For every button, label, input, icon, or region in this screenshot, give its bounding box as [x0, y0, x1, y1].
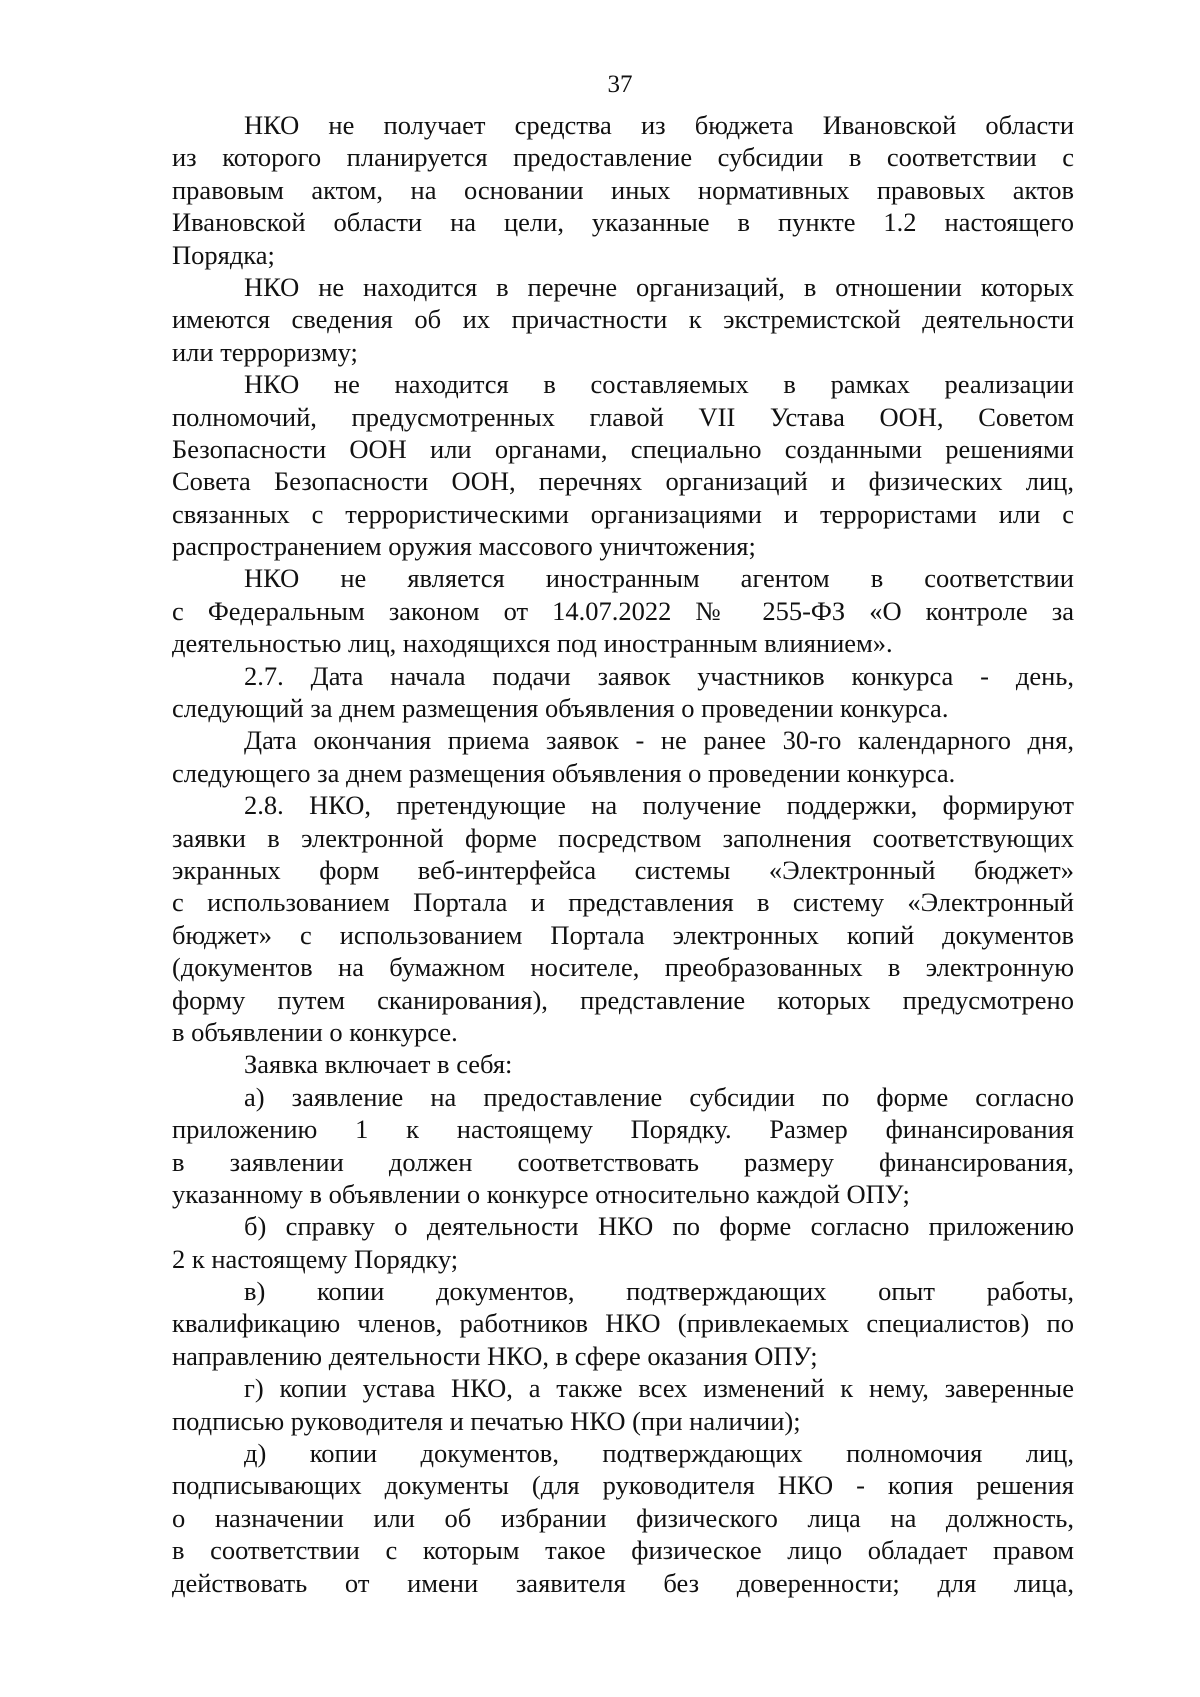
text-line: в заявлении должен соответствовать размеру финансирования, [172, 1146, 1074, 1177]
text-line: в соответствии с которым такое физическое лицо обладает правом [172, 1535, 1074, 1566]
page-number: 37 [607, 71, 633, 98]
text-line: НКО не находится в перечне организаций, в отношении которых [244, 271, 1074, 302]
paragraph [172, 271, 1074, 368]
text-line: г) копии устава НКО, а также всех изменений к нему, заверенные [244, 1373, 1074, 1404]
text-line: Заявка включает в себя: [244, 1049, 513, 1080]
text-line: приложению 1 к настоящему Порядку. Размер финансирования [172, 1114, 1074, 1145]
text-line: экранных форм веб-интерфейса системы «Электронный бюджет» [172, 854, 1074, 885]
text-line: полномочий, предусмотренных главой VII Устава ООН, Советом [172, 401, 1074, 432]
text-line: Дата окончания приема заявок - не ранее 30-го календарного дня, [244, 725, 1074, 756]
text-line: направлению деятельности НКО, в сфере оказания ОПУ; [172, 1340, 818, 1371]
paragraph [172, 1081, 1074, 1211]
paragraph [172, 789, 1074, 1048]
paragraph [172, 660, 1074, 725]
text-line: правовым актом, на основании иных нормативных правовых актов [172, 174, 1074, 205]
text-line: Порядка; [172, 239, 275, 270]
text-line: д) копии документов, подтверждающих полномочия лиц, [244, 1438, 1074, 1469]
text-line: следующий за днем размещения объявления о проведении конкурса. [172, 693, 949, 724]
text-line: действовать от имени заявителя без доверенности; для лица, [172, 1567, 1074, 1598]
text-line: подписью руководителя и печатью НКО (при наличии); [172, 1405, 801, 1436]
text-line: 2 к настоящему Порядку; [172, 1243, 459, 1274]
text-line: или терроризму; [172, 336, 358, 367]
paragraph [172, 1437, 1074, 1599]
text-line: НКО не находится в составляемых в рамках реализации [244, 369, 1074, 400]
text-line: форму путем сканирования), представление которых предусмотрено [172, 984, 1074, 1015]
text-line: имеются сведения об их причастности к экстремистской деятельности [172, 304, 1074, 335]
text-line: б) справку о деятельности НКО по форме согласно приложению [244, 1211, 1074, 1242]
text-line: НКО не является иностранным агентом в соответствии [244, 563, 1074, 594]
text-line: Совета Безопасности ООН, перечнях организаций и физических лиц, [172, 466, 1074, 497]
text-line: с Федеральным законом от 14.07.2022 № 255-ФЗ «О контроле за [172, 595, 1074, 626]
paragraph [172, 724, 1074, 789]
text-line: распространением оружия массового уничтожения; [172, 531, 756, 562]
text-line: бюджет» с использованием Портала электронных копий документов [172, 919, 1074, 950]
text-line: 2.8. НКО, претендующие на получение поддержки, формируют [244, 790, 1074, 821]
paragraph [172, 1210, 1074, 1275]
text-line: Ивановской области на цели, указанные в пункте 1.2 настоящего [172, 207, 1074, 238]
text-line: следующего за днем размещения объявления о проведении конкурса. [172, 757, 956, 788]
text-line: указанному в объявлении о конкурсе относительно каждой ОПУ; [172, 1178, 910, 1209]
text-line: а) заявление на предоставление субсидии по форме согласно [244, 1081, 1074, 1112]
text-line: 2.7. Дата начала подачи заявок участников конкурса - день, [244, 660, 1074, 691]
text-line: в) копии документов, подтверждающих опыт работы, [244, 1276, 1074, 1307]
paragraph [172, 562, 1074, 659]
text-line: НКО не получает средства из бюджета Ивановской области [244, 110, 1074, 140]
paragraph [172, 368, 1074, 562]
text-line: с использованием Портала и представления в систему «Электронный [172, 887, 1074, 918]
text-line: в объявлении о конкурсе. [172, 1016, 458, 1047]
document-body [172, 109, 1074, 1599]
text-line: (документов на бумажном носителе, преобразованных в электронную [172, 952, 1074, 983]
paragraph [172, 1048, 1074, 1080]
text-line: из которого планируется предоставление субсидии в соответствии с [172, 142, 1074, 173]
paragraph [172, 1372, 1074, 1437]
text-line: заявки в электронной форме посредством заполнения соответствующих [172, 822, 1074, 853]
text-line: деятельностью лиц, находящихся под иностранным влиянием». [172, 628, 893, 659]
text-line: о назначении или об избрании физического лица на должность, [172, 1502, 1074, 1533]
paragraph [172, 1275, 1074, 1372]
text-line: квалификацию членов, работников НКО (привлекаемых специалистов) по [172, 1308, 1074, 1339]
text-line: связанных с террористическими организациями и террористами или с [172, 498, 1074, 529]
text-line: подписывающих документы (для руководителя НКО - копия решения [172, 1470, 1074, 1501]
paragraph [172, 109, 1074, 271]
text-line: Безопасности ООН или органами, специально созданными решениями [172, 433, 1074, 464]
